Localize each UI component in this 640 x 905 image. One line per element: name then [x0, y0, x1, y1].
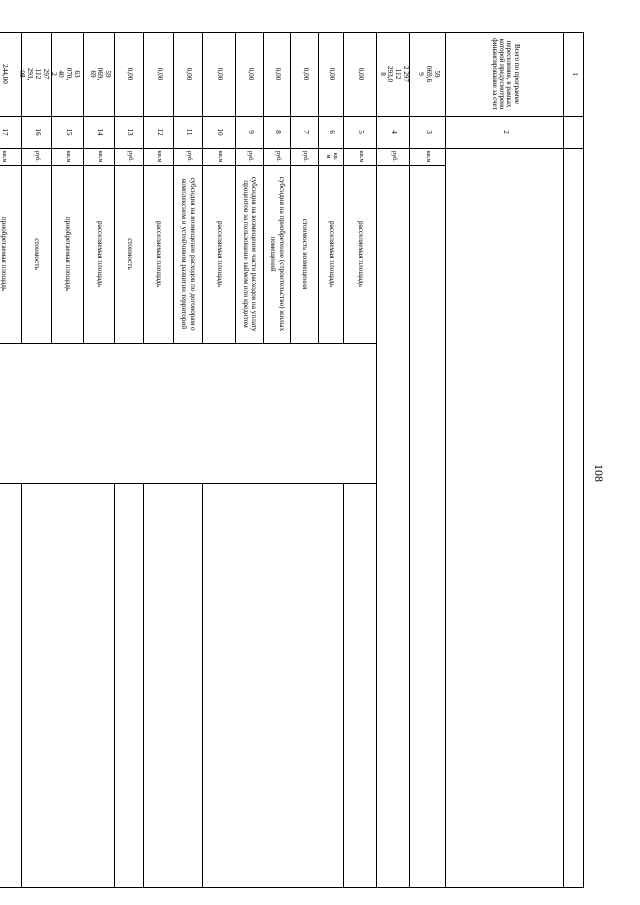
table-row-number: 3	[424, 130, 433, 134]
row-separator	[376, 343, 377, 887]
table-row-unit: кв.м	[425, 150, 433, 163]
table-row-description: стоимость	[125, 238, 134, 270]
table-row-description: приобретаемая площадь	[0, 216, 9, 292]
table-row-description: субсидия на возмещение расходов по договорам о комплексном и устойчивом развитии территорий	[180, 177, 197, 331]
table-row-number: 10	[216, 128, 225, 136]
table-row-value: 0,00	[155, 67, 164, 81]
table-row-value: 0,00	[274, 67, 283, 81]
table-row-value: 0,00	[357, 67, 366, 81]
table-row-unit: руб.	[185, 150, 193, 163]
table-row-number: 9	[246, 130, 255, 134]
table-row-description	[377, 165, 410, 343]
table-row-unit: руб.	[247, 150, 255, 163]
table-row-number: 16	[33, 128, 42, 136]
table-row-unit: кв. м	[325, 152, 339, 161]
table-border-right	[0, 887, 584, 888]
row-separator	[409, 343, 410, 887]
table-row-unit: кв.м	[216, 150, 224, 163]
group-border	[21, 483, 22, 887]
header-col-2-num: 2	[501, 130, 510, 134]
group-border	[343, 483, 344, 887]
table-row-description: субсидия на приобретение (строительство) жилых помещений	[269, 176, 286, 332]
table-row-value: 0,00	[301, 67, 310, 81]
group-border	[202, 483, 203, 887]
table-row-description: расселяемая площадь	[215, 220, 224, 287]
table-row-value: 0,00	[216, 67, 225, 81]
table-row-unit: руб.	[34, 150, 42, 163]
table-row-number: 8	[274, 130, 283, 134]
column-separator	[0, 343, 377, 344]
group-border	[143, 483, 144, 887]
table-row-description: субсидия на возмещение части расходов на уплату процентов за пользование займом или кредитом	[242, 176, 259, 332]
table-row-value: 59 069, 69	[88, 67, 113, 81]
table-row-value: 2 297 112 293,0 8	[378, 65, 411, 83]
table-row-unit: кв.м	[96, 150, 104, 163]
table-row-unit: руб.	[274, 150, 282, 163]
table-row-unit: руб.	[390, 150, 398, 163]
table-row-number: 12	[155, 128, 164, 136]
table-row-unit: руб.	[302, 150, 310, 163]
table-row-number: 5	[357, 130, 366, 134]
table-border-top	[583, 32, 584, 887]
row-separator	[563, 343, 564, 887]
table-row-value: 0,00	[246, 67, 255, 81]
table-row-description: расселяемая площадь	[327, 220, 336, 287]
table-row-description: расселяемая площадь	[356, 220, 365, 287]
table-row-unit: руб.	[126, 150, 134, 163]
header-col-2-text: Всего по программе переселения, в рамках которой предусмотрено финансирование за счет	[490, 38, 521, 110]
table-row-description: расселяемая площадь	[95, 220, 104, 287]
table-row-number: 14	[96, 128, 105, 136]
table-row-number: 7	[301, 130, 310, 134]
table-row-number: 4	[390, 130, 399, 134]
table-row-description: приобретаемая площадь	[64, 216, 73, 292]
header-col-1: 1	[570, 72, 579, 76]
table-row-value: 0,00	[126, 67, 135, 81]
table-row-description	[410, 165, 446, 343]
table-row-value: 0,00	[185, 67, 194, 81]
table-row-number: 6	[328, 130, 337, 134]
table-row-value: 63 070, 40	[57, 67, 81, 81]
table-row-description: расселяемая площадь	[155, 220, 164, 287]
table-row-unit: кв.м	[156, 150, 164, 163]
table-row-value: 0,00	[328, 67, 337, 81]
table-row-unit: кв.м	[357, 150, 365, 163]
group-border	[0, 483, 377, 484]
table-row-number: 11	[185, 128, 194, 136]
table-row-value: 59 069,6 9	[417, 65, 441, 83]
table-row-value: 244,00	[0, 64, 9, 84]
rotated-table	[0, 32, 584, 887]
table-row-description: стоимость возмещения	[301, 218, 310, 290]
table-row-unit: кв.м	[1, 150, 9, 163]
page-number: 108	[592, 464, 606, 482]
group-border	[114, 483, 115, 887]
table-row-number: 13	[126, 128, 135, 136]
table-row-description: стоимость	[33, 238, 42, 270]
row-separator	[445, 343, 446, 887]
table-row-number: 15	[64, 128, 73, 136]
table-row-value: 2 297 112 293, 08	[18, 67, 58, 81]
table-row-unit: кв.м	[65, 150, 73, 163]
table-row-number: 17	[0, 128, 9, 136]
